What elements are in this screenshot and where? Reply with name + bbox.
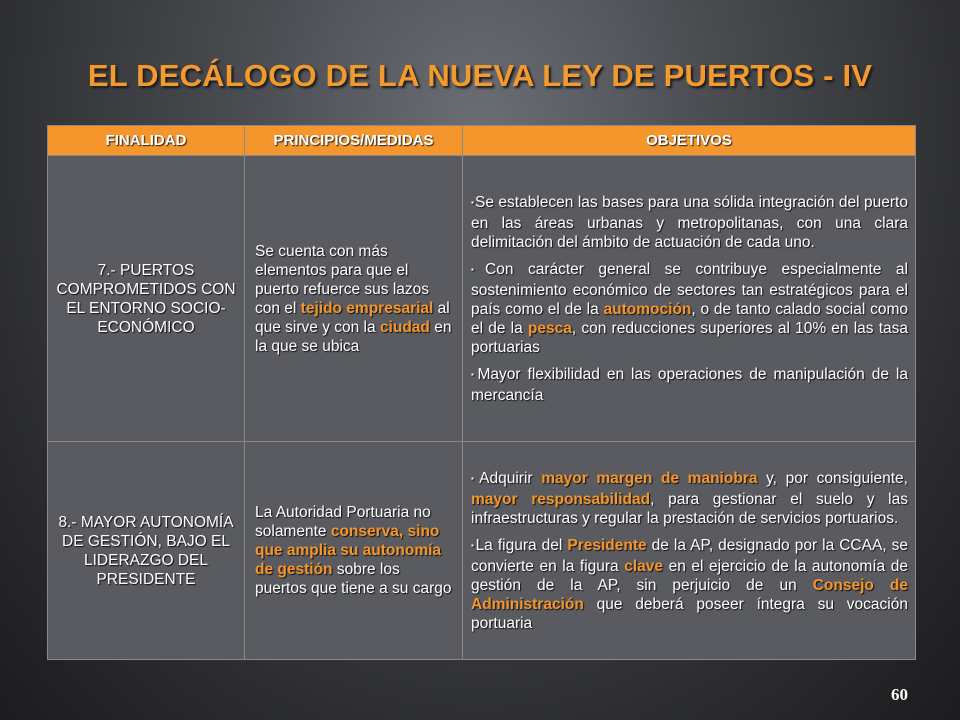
header-principios: PRINCIPIOS/MEDIDAS <box>245 126 463 156</box>
text: y, por consiguiente, <box>757 469 908 487</box>
highlight: automoción <box>603 300 692 318</box>
objective-item <box>471 193 908 252</box>
text: en la que se ubica <box>255 318 452 355</box>
text: Se establecen las bases para una sólida integración del puerto en las áreas urbanas y metropolitanas, con una clara delimitación del ámbito de actuación de cada uno. <box>471 193 908 251</box>
highlight: tejido empresarial <box>300 299 434 317</box>
page-number: 60 <box>891 685 908 704</box>
text: Se cuenta con más elementos para que el puerto refuerce sus lazos con el <box>255 242 430 317</box>
bullet-icon: ▪ <box>471 369 477 379</box>
highlight: ciudad <box>379 318 430 336</box>
slide-title: EL DECÁLOGO DE LA NUEVA LEY DE PUERTOS - IV <box>87 58 873 93</box>
text: en el ejercicio de la autonomía de gestión de la AP, sin perjuicio de un <box>471 557 908 594</box>
objetivos-cell <box>463 442 916 660</box>
text: Adquirir <box>479 469 542 487</box>
principios-cell <box>245 442 463 660</box>
text: de la AP, designado por la CCAA, se convierte en la figura <box>471 536 908 575</box>
principios-cell <box>245 156 463 442</box>
text: al que sirve y con la <box>255 299 450 336</box>
finalidad-cell: 7.- PUERTOS COMPROMETIDOS CON EL ENTORNO SOCIO-ECONÓMICO <box>48 156 245 442</box>
text: La figura del <box>475 536 568 554</box>
bullet-icon: ▪ <box>471 540 475 550</box>
header-objetivos: OBJETIVOS <box>463 126 916 156</box>
header-row <box>48 126 916 156</box>
text: Con carácter general se contribuye especialmente al sostenimiento económico de sectores tan estratégicos para el país como el de la <box>471 260 908 318</box>
text: sobre los puertos que tiene a su cargo <box>255 561 452 597</box>
text: , para gestionar el suelo y las infraestructuras y regular la prestación de servicios portuarios. <box>471 490 908 527</box>
finalidad-cell: 8.- MAYOR AUTONOMÍA DE GESTIÓN, BAJO EL LIDERAZGO DEL PRESIDENTE <box>48 442 245 660</box>
objetivos-cell <box>463 156 916 442</box>
decalogo-table <box>47 125 916 660</box>
text: La Autoridad Portuaria no solamente <box>255 504 431 540</box>
text: que deberá poseer íntegra su vocación portuaria <box>471 595 908 632</box>
objective-item <box>471 536 908 633</box>
highlight: mayor margen de maniobra <box>541 469 758 487</box>
highlight: Presidente <box>567 536 647 554</box>
highlight: Consejo de Administración <box>471 576 909 613</box>
highlight: conserva, sino que amplia su autonomía de gestión <box>255 523 442 578</box>
text: , o de tanto calado social como el de la <box>471 300 908 337</box>
text: , con reducciones superiores al 10% en las tasa portuarias <box>471 319 908 356</box>
bullet-icon: ▪ <box>471 197 474 207</box>
highlight: clave <box>624 557 664 575</box>
table-row <box>48 156 916 442</box>
bullet-icon: ▪ <box>471 473 479 483</box>
objective-item <box>471 260 908 357</box>
table-row <box>48 442 916 660</box>
objective-item <box>471 365 908 405</box>
text: Mayor flexibilidad en las operaciones de manipulación de la mercancía <box>471 365 908 404</box>
header-finalidad: FINALIDAD <box>48 126 245 156</box>
highlight: mayor responsabilidad <box>471 490 651 508</box>
bullet-icon: ▪ <box>471 264 485 274</box>
objective-item <box>471 469 908 528</box>
highlight: pesca <box>527 319 572 337</box>
